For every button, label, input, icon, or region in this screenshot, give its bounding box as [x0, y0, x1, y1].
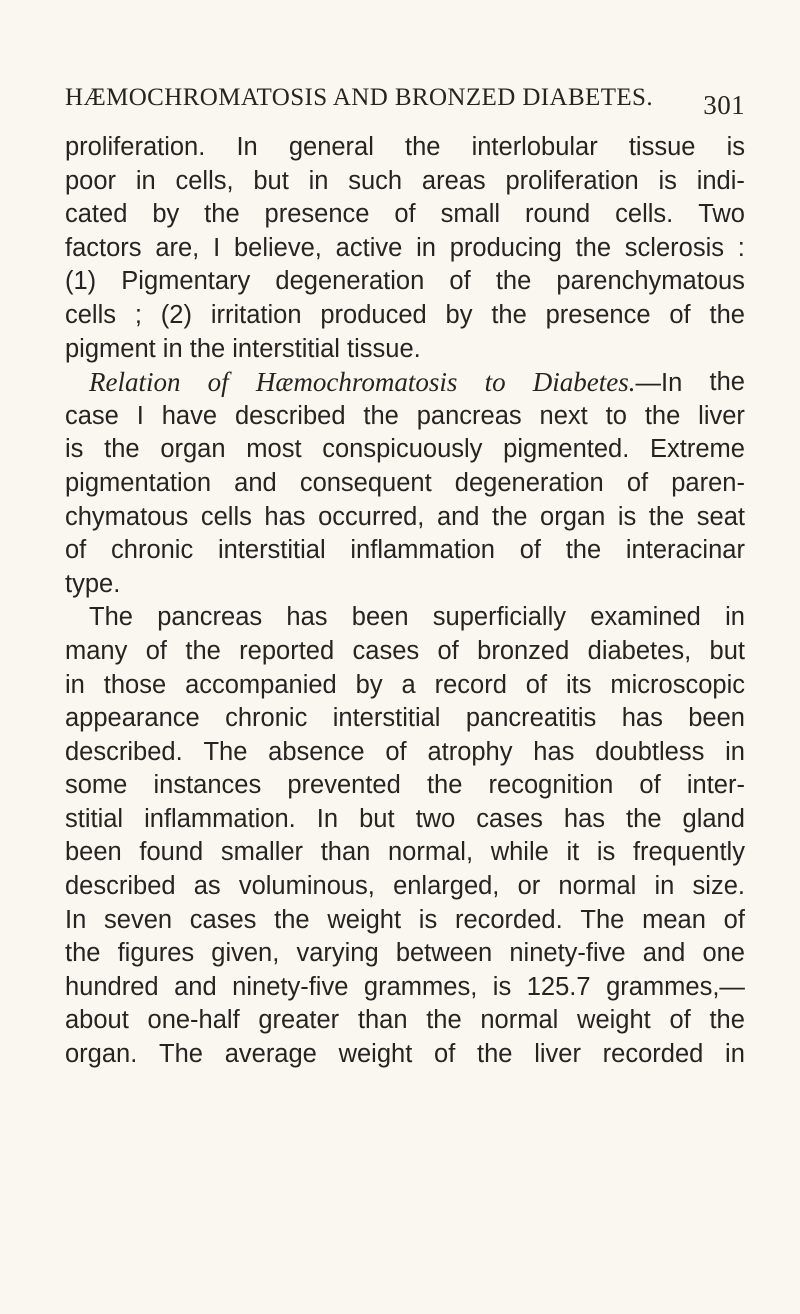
word: of	[519, 536, 541, 565]
word: superficially	[432, 603, 566, 632]
page-number: 301	[703, 90, 745, 120]
word: but	[709, 636, 745, 665]
word: cells	[65, 300, 117, 329]
word: organ.	[65, 1040, 138, 1069]
word: in	[725, 737, 745, 766]
word: pancreatitis	[465, 704, 597, 733]
text-line	[65, 1038, 745, 1072]
text-line	[65, 232, 745, 266]
word: indi-	[696, 166, 745, 195]
word: In	[236, 133, 258, 161]
text-line	[65, 400, 745, 434]
word: the	[185, 636, 221, 665]
word: 125.7	[526, 972, 591, 1001]
word: cases	[189, 905, 257, 934]
text-line	[65, 937, 745, 971]
word: interlobular	[471, 133, 598, 161]
word: in	[135, 166, 156, 195]
word: to	[484, 367, 506, 398]
word: described	[65, 872, 176, 901]
word: its	[565, 670, 592, 699]
word: has	[533, 737, 575, 766]
word: (1)	[65, 267, 97, 296]
word: by	[355, 670, 383, 699]
body-text	[65, 131, 745, 1072]
word: reported	[239, 636, 335, 665]
word: degeneration	[275, 267, 425, 296]
word: grammes,	[363, 972, 478, 1001]
word: been	[65, 838, 122, 867]
word: organ	[540, 502, 606, 531]
word: organ	[160, 435, 226, 464]
word: is	[492, 972, 512, 1001]
word: the	[648, 502, 685, 531]
word: a	[401, 670, 416, 699]
word: of	[394, 200, 416, 229]
word: cells.	[615, 200, 674, 229]
word: the	[363, 401, 399, 430]
word: In	[316, 804, 339, 833]
word: interstitial	[332, 704, 441, 733]
word: and	[436, 502, 480, 531]
word: the	[709, 368, 745, 397]
text-line	[65, 971, 745, 1005]
word: of	[145, 636, 167, 665]
word: by	[152, 200, 180, 229]
word: cells	[200, 502, 252, 531]
word: parenchymatous	[556, 267, 745, 296]
word: atrophy	[427, 737, 513, 766]
word: about	[65, 1006, 129, 1035]
word: case	[65, 401, 119, 430]
word: inflammation	[350, 536, 495, 565]
word: the	[709, 1006, 745, 1035]
word: the	[426, 1006, 462, 1035]
word: the	[204, 200, 240, 229]
word: and	[174, 972, 217, 1001]
running-header	[65, 84, 745, 124]
word: proliferation	[505, 166, 639, 195]
word: such	[348, 166, 403, 195]
word: and	[234, 468, 277, 497]
word: those	[103, 670, 167, 699]
word: weight	[327, 905, 402, 934]
word: of	[669, 1006, 691, 1035]
line-text: type.	[65, 569, 121, 598]
word: is	[596, 838, 616, 867]
word: frequently	[632, 838, 745, 867]
word: in	[416, 233, 436, 262]
word: The	[89, 603, 133, 632]
word: areas	[421, 166, 486, 195]
word: in	[654, 872, 675, 901]
word: chymatous	[65, 502, 189, 531]
word: Pigmentary	[121, 267, 251, 296]
text-line	[65, 836, 745, 870]
text-line	[65, 736, 745, 770]
word: round	[525, 200, 591, 229]
word: the	[65, 939, 101, 968]
word: prevented	[287, 771, 401, 800]
word: conspicuously	[322, 435, 483, 464]
word: ninety-five	[509, 939, 626, 968]
word: by	[445, 300, 473, 329]
word: In	[65, 905, 87, 934]
word: gland	[682, 804, 745, 833]
text-line	[65, 702, 745, 736]
word: than	[357, 1006, 408, 1035]
word: irritation	[210, 300, 302, 329]
text-line	[65, 568, 745, 602]
word: greater	[258, 1006, 340, 1035]
word: of	[669, 300, 691, 329]
word: The	[203, 737, 248, 766]
word: consequent	[299, 468, 432, 497]
word: Extreme	[650, 435, 745, 464]
word: absence	[268, 737, 365, 766]
word: general	[288, 133, 374, 161]
word: pancreas	[416, 401, 522, 430]
word: pigmentation	[65, 468, 212, 497]
word: chronic	[111, 536, 194, 565]
text-line	[65, 366, 745, 400]
word: seven	[104, 905, 173, 934]
word: has	[621, 704, 663, 733]
word: ninety-five	[232, 972, 349, 1001]
word: accompanied	[185, 670, 337, 699]
word: ;	[134, 300, 142, 329]
text-line	[65, 601, 745, 635]
word: bronzed	[477, 636, 570, 665]
word: factors	[65, 233, 142, 262]
word: liver	[534, 1040, 581, 1069]
word: found	[139, 838, 204, 867]
word: smaller	[220, 838, 304, 867]
word: recorded	[602, 1040, 704, 1069]
word: presence	[545, 300, 651, 329]
word: pigmented.	[503, 435, 630, 464]
word: doubtless	[595, 737, 705, 766]
word: inflammation.	[144, 804, 296, 833]
word: has	[264, 502, 306, 531]
word: is	[65, 435, 84, 464]
word: varying	[296, 939, 379, 968]
text-line	[65, 904, 745, 938]
word: tissue	[628, 133, 696, 161]
word: in	[725, 1040, 745, 1069]
word: grammes,—	[606, 972, 745, 1001]
word: interacinar	[625, 536, 745, 565]
word: the	[644, 401, 681, 430]
word: of	[385, 737, 407, 766]
word: inter-	[686, 771, 745, 800]
word: the	[104, 435, 140, 464]
text-line	[65, 333, 745, 367]
word: weight	[577, 1006, 651, 1035]
word: presence	[264, 200, 370, 229]
word: given,	[211, 939, 280, 968]
word: to	[605, 401, 627, 430]
word: the	[426, 771, 463, 800]
word: weight	[338, 1040, 413, 1069]
word: Relation	[89, 367, 181, 398]
word: pancreas	[157, 603, 263, 632]
word: Diabetes.—In	[532, 367, 683, 398]
word: appearance	[65, 704, 200, 733]
word: the	[575, 233, 611, 262]
word: or	[517, 872, 541, 901]
word: normal	[558, 872, 637, 901]
text-line	[65, 433, 745, 467]
word: The	[159, 1040, 203, 1069]
word: many	[65, 636, 128, 665]
word: been	[688, 704, 745, 733]
word: described	[234, 401, 346, 430]
word: microscopic	[610, 670, 745, 699]
text-line	[65, 165, 745, 199]
word: of	[434, 1040, 456, 1069]
word: degeneration	[454, 468, 604, 497]
word: paren-	[671, 468, 745, 497]
text-line	[65, 467, 745, 501]
word: as	[193, 872, 221, 901]
word: recognition	[488, 771, 614, 800]
word: produced	[320, 300, 427, 329]
word: enlarged,	[393, 872, 500, 901]
word: poor	[65, 166, 117, 195]
word: than	[320, 838, 371, 867]
word: sclerosis	[624, 233, 724, 262]
text-line	[65, 1004, 745, 1038]
word: in	[725, 603, 745, 632]
word: been	[351, 603, 409, 632]
text-line	[65, 501, 745, 535]
word: of	[449, 267, 471, 296]
word: size.	[692, 872, 745, 901]
word: of	[626, 468, 649, 497]
text-line	[65, 635, 745, 669]
word: The	[580, 905, 625, 934]
word: active	[335, 233, 403, 262]
word: of	[723, 905, 745, 934]
word: mean	[642, 905, 706, 934]
word: normal	[480, 1006, 559, 1035]
text-line	[65, 198, 745, 232]
word: (2)	[160, 300, 192, 329]
word: Two	[698, 200, 745, 229]
word: the	[565, 536, 602, 565]
word: of	[207, 367, 229, 398]
text-line	[65, 669, 745, 703]
word: most	[246, 435, 302, 464]
word: the	[492, 502, 528, 531]
text-line	[65, 769, 745, 803]
word: of	[65, 536, 87, 565]
word: I	[213, 233, 221, 262]
word: figures	[117, 939, 195, 968]
word: some	[65, 771, 128, 800]
word: it	[566, 838, 580, 867]
word: is	[617, 502, 637, 531]
word: Hæmochromatosis	[255, 367, 458, 398]
word: while	[490, 838, 549, 867]
word: described.	[65, 737, 183, 766]
word: :	[737, 233, 745, 262]
word: cases	[476, 804, 543, 833]
word: the	[495, 267, 532, 296]
word: is	[418, 905, 438, 934]
word: examined	[590, 603, 701, 632]
word: and	[642, 939, 686, 968]
word: producing	[449, 233, 562, 262]
word: but	[253, 166, 289, 195]
word: has	[286, 603, 328, 632]
word: one-half	[147, 1006, 240, 1035]
word: has	[563, 804, 606, 833]
running-title: HÆMOCHROMATOSIS AND BRONZED DIABETES.	[65, 84, 654, 111]
word: liver	[698, 401, 745, 430]
word: the	[274, 905, 310, 934]
word: of	[639, 771, 661, 800]
word: the	[477, 1040, 513, 1069]
word: two	[415, 804, 456, 833]
word: average	[224, 1040, 317, 1069]
word: occurred,	[318, 502, 425, 531]
word: hundred	[65, 972, 159, 1001]
line-text: pigment in the interstitial tissue.	[65, 334, 421, 363]
word: I	[136, 401, 144, 430]
word: the	[709, 300, 745, 329]
text-line	[65, 870, 745, 904]
word: cated	[65, 200, 128, 229]
word: small	[440, 200, 501, 229]
word: chronic	[225, 704, 308, 733]
text-line	[65, 265, 745, 299]
word: the	[405, 133, 441, 161]
text-line	[65, 299, 745, 333]
word: between	[395, 939, 493, 968]
word: next	[539, 401, 588, 430]
word: recorded.	[454, 905, 563, 934]
word: seat	[696, 502, 745, 531]
word: stitial	[65, 804, 124, 833]
word: in	[308, 166, 329, 195]
word: but	[359, 804, 395, 833]
word: believe,	[233, 233, 322, 262]
word: is	[726, 133, 745, 161]
word: is	[658, 166, 677, 195]
word: the	[491, 300, 527, 329]
word: proliferation.	[65, 133, 206, 161]
text-line	[65, 534, 745, 568]
word: are,	[155, 233, 200, 262]
word: one	[702, 939, 745, 968]
word: interstitial	[217, 536, 326, 565]
word: voluminous,	[238, 872, 375, 901]
word: of	[437, 636, 459, 665]
word: cells,	[175, 166, 234, 195]
word: of	[525, 670, 548, 699]
word: record	[434, 670, 507, 699]
word: instances	[153, 771, 262, 800]
word: diabetes,	[587, 636, 692, 665]
word: normal,	[388, 838, 474, 867]
word: the	[626, 804, 662, 833]
word: in	[65, 670, 85, 699]
text-line	[65, 131, 745, 165]
word: cases	[352, 636, 420, 665]
text-line	[65, 803, 745, 837]
word: have	[161, 401, 218, 430]
